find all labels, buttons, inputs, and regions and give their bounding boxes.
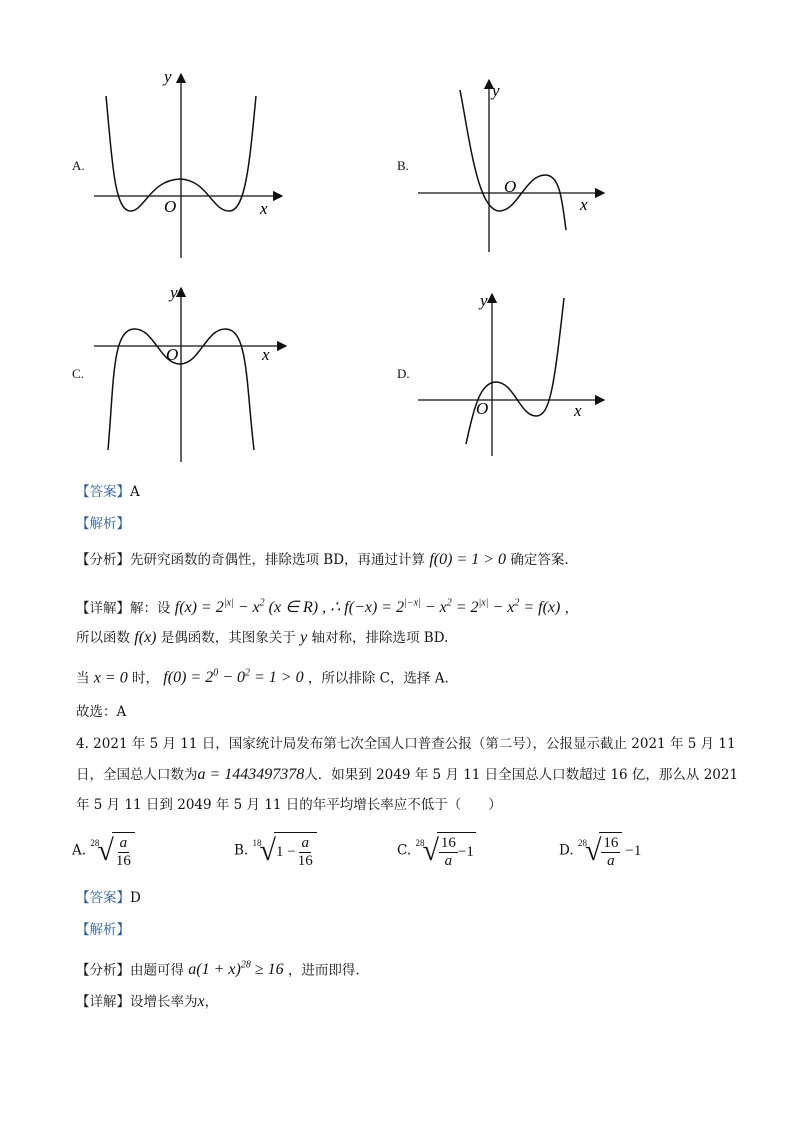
q3-fenxi-math: f(0) = 1 > 0 (429, 551, 507, 568)
q4-option-d[interactable]: D. 28 √ $\frac{16}{a}$ −1 (559, 834, 642, 869)
q3-xiangjie-tag: 【详解】 (76, 600, 130, 617)
q4-answer-line (76, 888, 141, 908)
q4-stem-line-2: 日，全国总人口数为a = 1443497378人．如果到 2049 年 5 月 11 日全国总人口数超过 16 亿，那么从 2021 (76, 766, 739, 783)
graph-d-curve (466, 298, 564, 444)
q4-option-a[interactable]: A. 28 √ $\frac{a}{16}$ (72, 832, 135, 870)
q3-xiangjie-line (76, 594, 578, 618)
q4-answer-value: D (130, 890, 141, 906)
q3-answer-line (76, 482, 140, 502)
graph-b-x-label: x (580, 195, 588, 214)
graph-b-origin-label: O (504, 177, 517, 196)
graph-c-y-label: y (170, 283, 178, 302)
q3-fenxi-end: 确定答案. (510, 552, 569, 568)
q4-jiexi-tag: 【解析】 (76, 922, 130, 938)
q4-xiangjie-line: 【详解】设增长率为x， (76, 993, 219, 1010)
graph-b (414, 72, 614, 260)
q3-xiangjie-text: 解：设 (130, 600, 171, 617)
q3-x0-line: 当 x = 0 时， $f(0) = 2^0 - 0^2 = 1 > 0$ ，所以排除 C，选择 A. (76, 668, 449, 687)
graph-b-y-label: y (492, 81, 500, 100)
q4-jiexi-line (76, 920, 130, 940)
q4-stem-line-3: 年 5 月 11 日到 2049 年 5 月 11 日的年平均增长率应不低于（ ） (76, 797, 502, 813)
graph-d-x-label: x (574, 401, 582, 420)
graph-a-label: A. (72, 158, 85, 173)
q4-option-c[interactable]: C. 28 √ $\frac{16}{a}$ −1 (397, 834, 474, 869)
graph-b-label: B. (397, 158, 409, 173)
q4-answer-tag: 【答案】 (76, 890, 130, 906)
graph-d-label: D. (397, 366, 410, 381)
graph-c-label: C. (72, 366, 84, 381)
q4-option-b[interactable]: B. 18 √ 1 − $\frac{a}{16}$ (234, 832, 317, 870)
graph-a-origin-label: O (164, 197, 177, 216)
q3-fenxi-line (76, 550, 569, 570)
graph-d-origin-label: O (476, 399, 489, 418)
graph-d-y-label: y (480, 291, 488, 310)
graph-b-curve (460, 90, 566, 230)
q3-xiangjie-end: ， (564, 600, 579, 617)
q3-fenxi-tag: 【分析】 (76, 552, 130, 568)
q3-fenxi-text: 先研究函数的奇偶性，排除选项 BD，再通过计算 (130, 552, 426, 568)
graph-c-x-label: x (262, 345, 270, 364)
q3-guxuan-line: 故选：A (76, 704, 127, 720)
graph-a-x-label: x (260, 199, 268, 218)
q3-jiexi-tag: 【解析】 (76, 516, 130, 532)
graph-c-origin-label: O (166, 345, 179, 364)
graph-a (90, 68, 290, 260)
q3-answer-value: A (130, 484, 140, 500)
q4-stem-line-1: 4. 2021 年 5 月 11 日，国家统计局发布第七次全国人口普查公报（第二号），公报显示截止 2021 年 5 月 11 (76, 736, 736, 752)
graph-a-y-label: y (164, 68, 172, 86)
graph-d (414, 288, 614, 462)
q3-answer-tag: 【答案】 (76, 484, 130, 500)
q3-even-line: 所以函数 f(x) 是偶函数，其图象关于 y 轴对称，排除选项 BD. (76, 629, 449, 646)
q3-jiexi-line (76, 514, 130, 534)
q4-fenxi-line: 【分析】由题可得 $a(1 + x)^{28} \ge 16$ ，进而即得. (76, 960, 360, 979)
graph-c (90, 282, 290, 466)
q3-xiangjie-formula: $f(x) = 2^{|x|} - x^2$ (x ∈ R) , ∴ $f(-x) = 2^{|-x|} - x^2 = 2^{|x|} - x^2 = f(x)$ (174, 598, 561, 617)
